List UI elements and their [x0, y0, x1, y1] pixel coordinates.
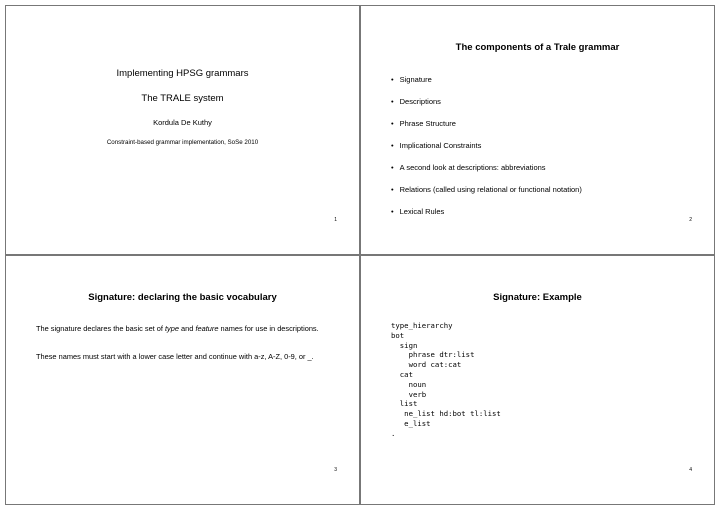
- page-number: 1: [334, 217, 337, 223]
- list-item: • Phrase Structure: [391, 119, 582, 141]
- list-item: • Descriptions: [391, 97, 582, 119]
- paragraph: These names must start with a lower case letter and continue with a-z, A-Z, 0-9, or _.: [36, 352, 314, 361]
- text-run: The signature declares the basic set of: [36, 324, 165, 333]
- slide-title: The components of a Trale grammar: [455, 42, 620, 53]
- emphasis-type: type: [165, 324, 179, 333]
- slide-1: [5, 5, 360, 255]
- text-run: and: [178, 324, 196, 333]
- component-list: [391, 75, 582, 229]
- slide-title: Signature: declaring the basic vocabulary: [88, 292, 277, 303]
- slide-2: [360, 5, 715, 255]
- text-run: names for use in descriptions.: [218, 324, 319, 333]
- presentation-title: Implementing HPSG grammars: [116, 68, 249, 79]
- list-item: • A second look at descriptions: abbreviations: [391, 163, 582, 185]
- slide-3: [5, 255, 360, 505]
- course-name: Constraint-based grammar implementation, SoSe 2010: [106, 139, 259, 146]
- page-number: 2: [689, 217, 692, 223]
- page-number: 4: [689, 467, 692, 473]
- author: Kordula De Kuthy: [153, 118, 212, 127]
- slide-title: Signature: Example: [493, 292, 582, 303]
- presentation-subtitle: The TRALE system: [141, 93, 224, 104]
- slide-4: [360, 255, 715, 505]
- list-item: • Lexical Rules: [391, 207, 582, 229]
- list-item: • Relations (called using relational or functional notation): [391, 185, 582, 207]
- paragraph: [36, 324, 346, 334]
- list-item: • Signature: [391, 75, 582, 97]
- code-block: type_hierarchy bot sign phrase dtr:list word cat:cat cat noun verb list ne_list hd:bot tl:list e_list .: [391, 321, 501, 438]
- list-item: • Implicational Constraints: [391, 141, 582, 163]
- page-number: 3: [334, 467, 337, 473]
- emphasis-feature: feature: [195, 324, 219, 333]
